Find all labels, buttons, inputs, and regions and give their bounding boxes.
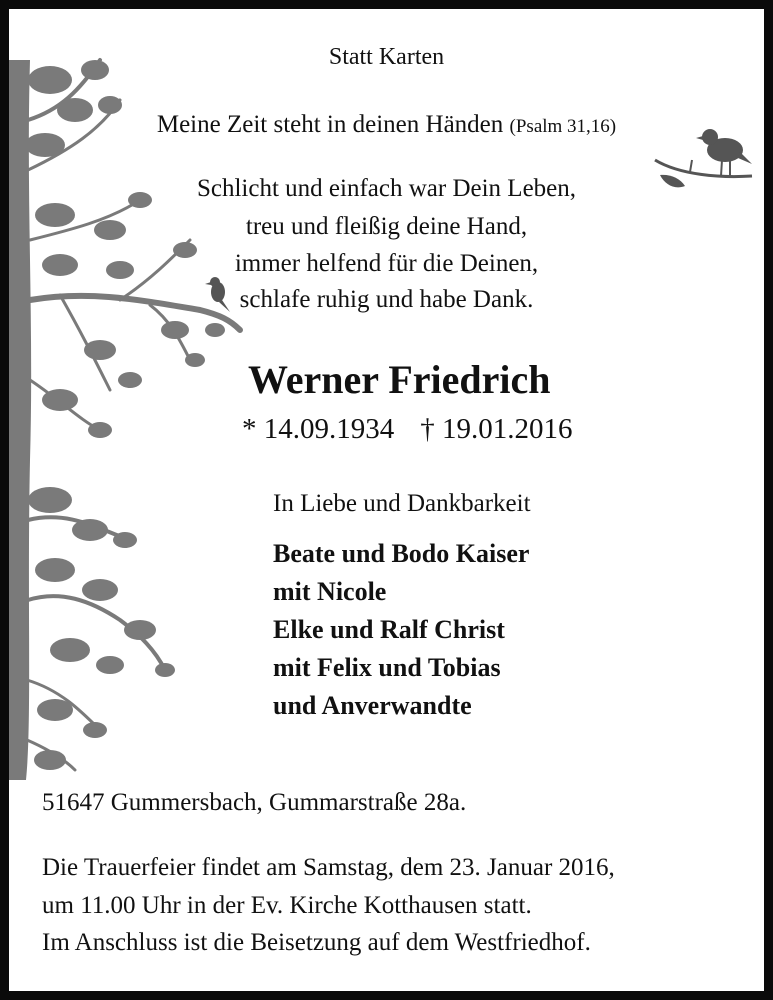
poem-line: Schlicht und einfach war Dein Leben, bbox=[196, 175, 577, 202]
birth-date: * 14.09.1934 bbox=[242, 413, 395, 445]
mourner-line: Elke und Ralf Christ bbox=[273, 615, 505, 644]
mourner-line: mit Nicole bbox=[273, 577, 387, 606]
deceased-name: Werner Friedrich bbox=[248, 357, 551, 402]
notice-line: Die Trauerfeier findet am Samstag, dem 23. Januar 2016, bbox=[42, 854, 615, 881]
life-dates bbox=[242, 415, 573, 444]
mourner-line: und Anverwandte bbox=[273, 691, 472, 720]
motto-line bbox=[0, 112, 773, 137]
notice-line: um 11.00 Uhr in der Ev. Kirche Kotthausen statt. bbox=[42, 892, 532, 919]
cross-icon: † bbox=[420, 413, 435, 445]
mourner-line: mit Felix und Tobias bbox=[273, 653, 501, 682]
death-date: 19.01.2016 bbox=[442, 413, 573, 445]
poem-line: immer helfend für die Deinen, bbox=[234, 250, 539, 277]
notice-line: Im Anschluss ist die Beisetzung auf dem Westfriedhof. bbox=[42, 929, 591, 956]
statt-karten-heading: Statt Karten bbox=[328, 44, 445, 70]
poem-line: schlafe ruhig und habe Dank. bbox=[239, 286, 534, 313]
mourners-intro: In Liebe und Dankbarkeit bbox=[273, 490, 531, 517]
mourner-line: Beate und Bodo Kaiser bbox=[273, 539, 530, 568]
motto-text: Meine Zeit steht in deinen Händen bbox=[156, 111, 504, 138]
address: 51647 Gummersbach, Gummarstraße 28a. bbox=[42, 789, 467, 816]
poem-line: treu und fleißig deine Hand, bbox=[245, 213, 528, 240]
psalm-reference: (Psalm 31,16) bbox=[509, 116, 617, 137]
